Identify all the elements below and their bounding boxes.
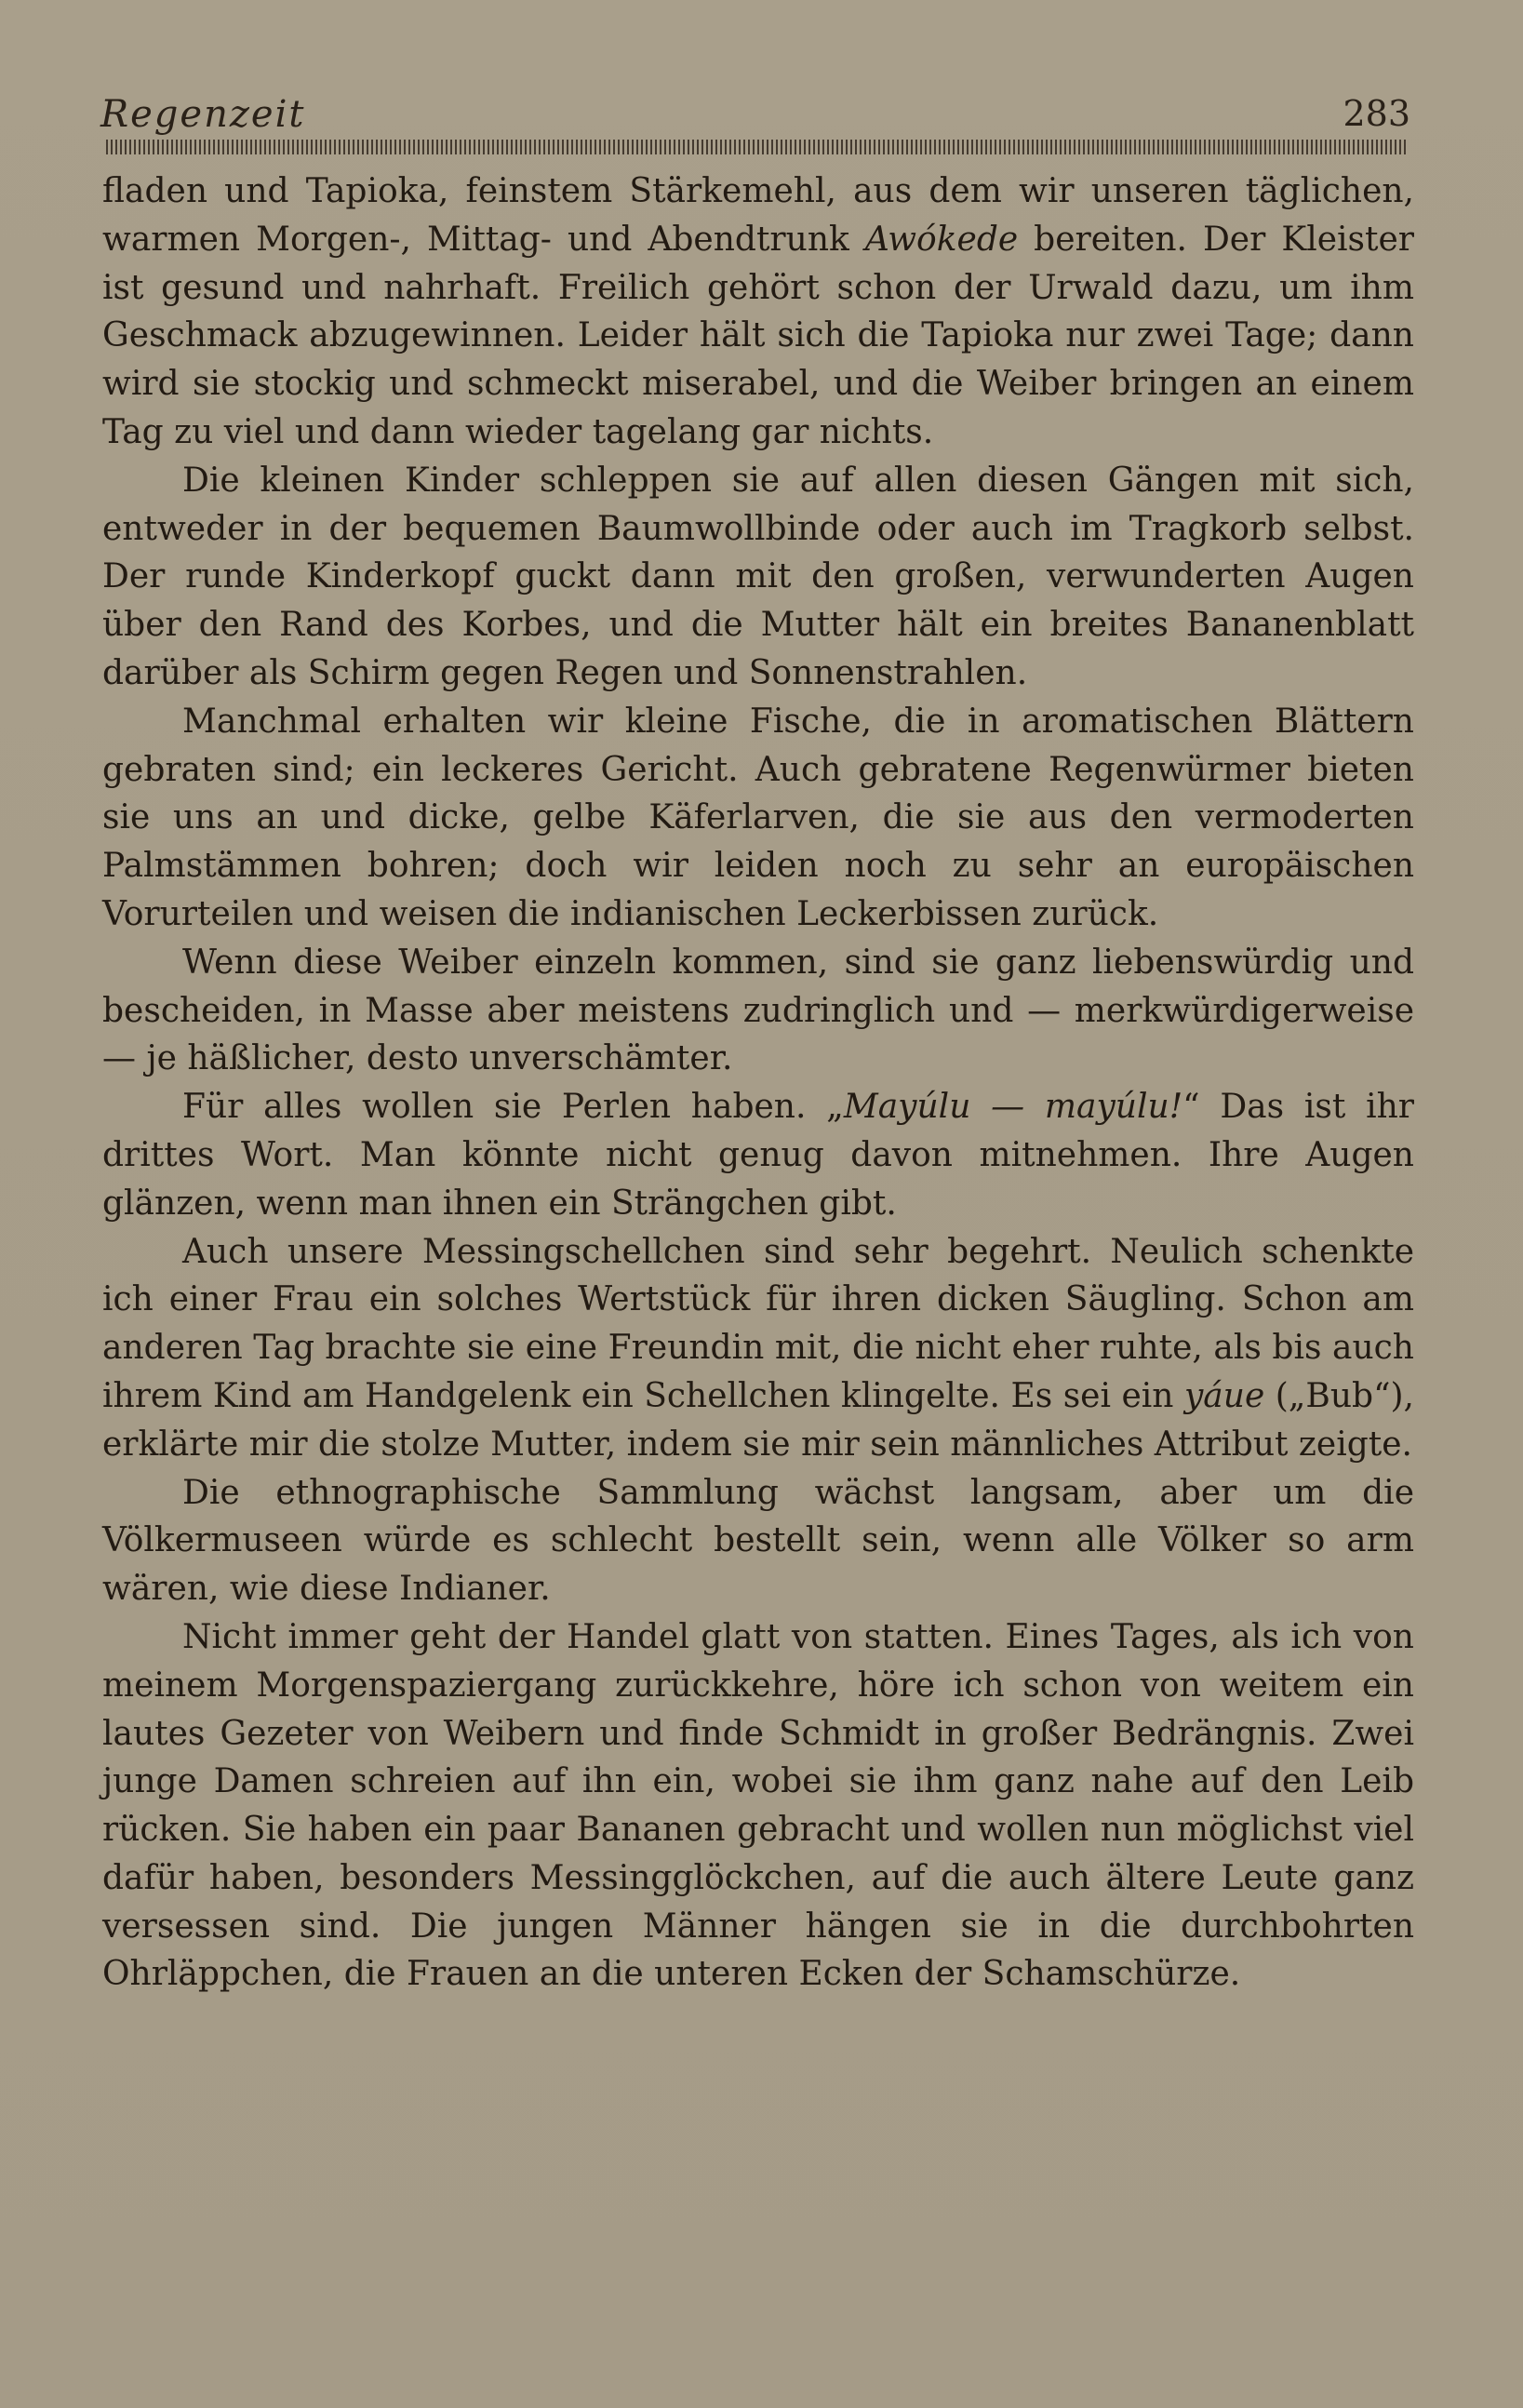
page-number: 283 xyxy=(1343,93,1410,134)
italic-word-awokede: Awókede xyxy=(864,220,1019,259)
paragraph-6-text-b: („Bub“), erklärte mir die stolze Mutter, indem sie mir sein männliches Attribut zeigte. xyxy=(102,1376,1414,1464)
paragraph-5-text-a: Für alles wollen sie Perlen haben. „ xyxy=(182,1088,844,1127)
paragraph-1 xyxy=(102,167,1414,457)
paragraph-8: Nicht immer geht der Handel glatt von statten. Eines Tages, als ich von meinem Morgenspaziergang zurückkehre, höre ich schon von weitem ein lautes Gezeter von Weibern und finde Schmidt in großer Bedrängnis. Zwei junge Damen schreien auf ihn ein, wobei sie ihm ganz nahe auf den Leib rücken. Sie haben ein paar Bananen gebracht und wollen nun möglichst viel dafür haben, besonders Messingglöckchen, auf die auch ältere Leute ganz versessen sind. Die jungen Männer hängen sie in die durchbohrten Ohrläppchen, die Frauen an die unteren Ecken der Schamschürze. xyxy=(102,1617,1414,1994)
italic-word-yaue: yáue xyxy=(1183,1376,1265,1415)
header-rule xyxy=(106,140,1409,154)
paragraph-4: Wenn diese Weiber einzeln kommen, sind sie ganz liebenswürdig und bescheiden, in Masse aber meistens zudringlich und — merkwürdigerweise — je häßlicher, desto unverschämter. xyxy=(102,943,1414,1078)
paragraph-1-text-b: bereiten. Der Kleister ist gesund und nahrhaft. Freilich gehört schon der Urwald dazu, um ihm Geschmack abzugewinnen. Leider hält sich die Tapioka nur zwei Tage; dann wird sie stockig und schmeckt miserabel, und die Weiber bringen an einem Tag zu viel und dann wieder tagelang gar nichts. xyxy=(102,220,1414,451)
paragraph-6-text-a: Auch unsere Messingschellchen sind sehr begehrt. Neulich schenkte ich einer Frau ein solches Wertstück für ihren dicken Säugling. Schon am anderen Tag brachte sie eine Freundin mit, die nicht eher ruhte, als bis auch ihrem Kind am Handgelenk ein Schellchen klingelte. Es sei ein xyxy=(102,1232,1414,1415)
paragraph-5 xyxy=(102,1083,1414,1227)
paragraph-2: Die kleinen Kinder schleppen sie auf allen diesen Gängen mit sich, entweder in der bequemen Baumwollbinde oder auch im Tragkorb selbst. Der runde Kinderkopf guckt dann mit den großen, verwunderten Augen über den Rand des Korbes, und die Mutter hält ein breites Bananenblatt darüber als Schirm gegen Regen und Sonnenstrahlen. xyxy=(102,461,1414,692)
paragraph-3: Manchmal erhalten wir kleine Fische, die in aromatischen Blättern gebraten sind; ein leckeres Gericht. Auch gebratene Regenwürmer bieten sie uns an und dicke, gelbe Käferlarven, die sie aus den vermoderten Palmstämmen bohren; doch wir leiden noch zu sehr an europäischen Vorurteilen und weisen die indianischen Leckerbissen zurück. xyxy=(102,702,1414,933)
paragraph-6 xyxy=(102,1228,1414,1469)
paragraph-1-text-a: fladen und Tapioka, feinstem Stärkemehl, aus dem wir unseren täglichen, warmen Morgen-, Mittag- und Abendtrunk xyxy=(102,172,1414,259)
italic-quote-mayulu: Mayúlu — mayúlu! xyxy=(843,1088,1183,1127)
running-title: Regenzeit xyxy=(100,93,306,136)
running-head xyxy=(100,93,1410,136)
paragraph-5-text-b: “ Das ist ihr drittes Wort. Man könnte nicht genug davon mitnehmen. Ihre Augen glänzen, wenn man ihnen ein Strängchen gibt. xyxy=(102,1088,1414,1223)
body-text xyxy=(102,167,1414,1999)
paragraph-7: Die ethnographische Sammlung wächst langsam, aber um die Völkermuseen würde es schlecht bestellt sein, wenn alle Völker so arm wären, wie diese Indianer. xyxy=(102,1473,1414,1609)
